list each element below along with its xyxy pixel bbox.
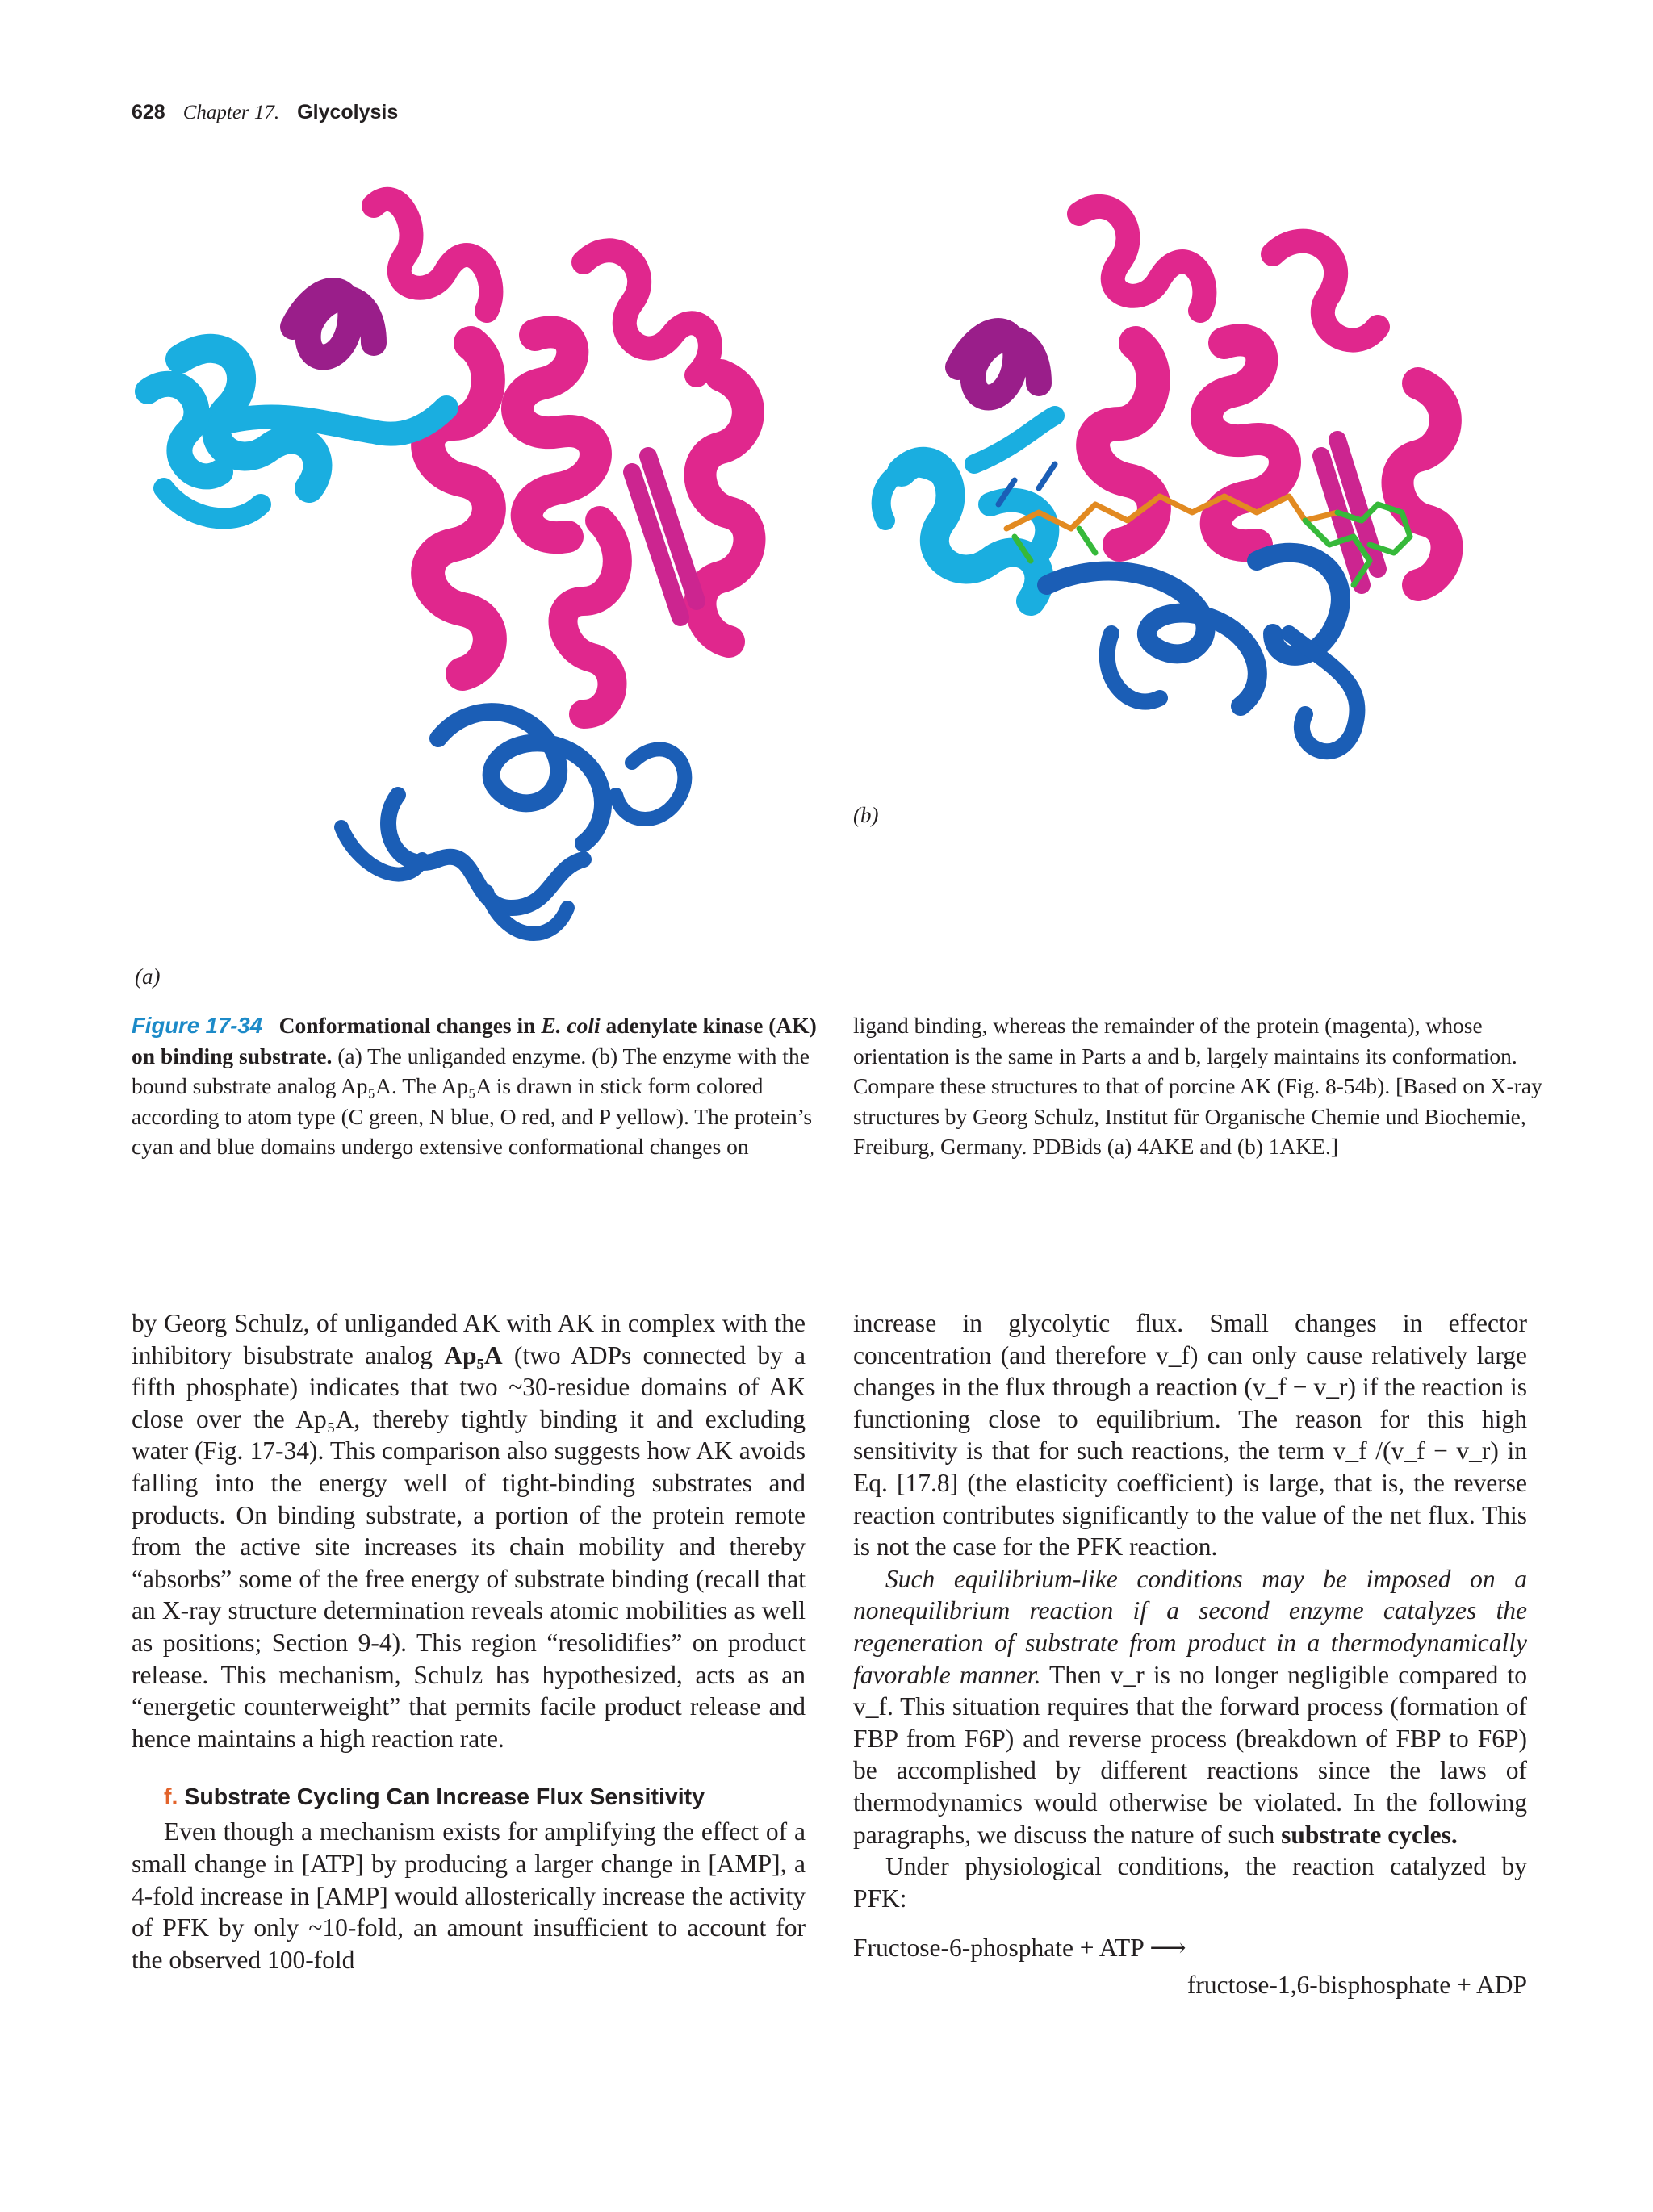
term-ap5a: Ap₅A (444, 1340, 503, 1369)
paragraph-text: Then v_r is no longer negligible compared to v_f. This situation requires that the forward process (formation of FBP from F6P) and reverse process (breakdown of FBP to F6P) be accomplished by different reactions since the laws of thermodynamics would otherwise be violated. In the following paragraphs, we discuss the nature of such (853, 1660, 1527, 1849)
figure-panel-b (853, 182, 1523, 851)
paragraph-pfk: Under physiological conditions, the reaction catalyzed by PFK: (853, 1852, 1527, 1913)
left-column (132, 1307, 806, 1976)
caption-left-text: (a) The unliganded enzyme. (b) The enzyme with the bound substrate analog Ap₅A. The Ap₅A is drawn in stick form colored according to atom type (C green, N blue, O red, and P yellow). The protein’s cyan and blue domains undergo extensive conformational changes on (132, 1043, 813, 1159)
paragraph-text: by Georg Schulz, of unliganded AK with AK in complex with the inhibitory bisubstrate analog (132, 1309, 806, 1369)
italic-statement: Such equilibrium-like conditions may be imposed on a nonequilibrium reaction if a second enzyme catalyzes the regeneration of substrate from product in a thermodynamically favorable manner. (853, 1564, 1527, 1689)
term-substrate-cycles: substrate cycles. (1281, 1820, 1458, 1849)
panel-a-label: (a) (135, 964, 161, 989)
paragraph-flux: increase in glycolytic flux. Small changes in effector concentration (and therefore v_f) can only cause relatively large changes in the flux through a reaction (v_f − v_r) if the reaction is functioning close to equilibrium. The reason for this high sensitivity is that for such reactions, the term v_f /(v_f − v_r) in Eq. [17.8] (the elasticity coefficient) is large, that is, the reverse reaction contributes significantly to the value of the net flux. This is not the case for the PFK reaction. (853, 1309, 1527, 1562)
equation-reactants: Fructose-6-phosphate + ATP ⟶ (853, 1934, 1186, 1963)
paragraph-substrate-cycling: Even though a mechanism exists for amplifying the effect of a small change in [ATP] by producing a larger change in [AMP], a 4-fold increase in [AMP] would allosterically increase the activity of PFK by only ~10-fold, an amount insufficient to account for the observed 100-fold (132, 1817, 806, 1974)
figure-title-part2: adenylate kinase (AK) on binding substrate. (132, 1013, 817, 1068)
figure-title-organism: E. coli (541, 1013, 601, 1038)
protein-ribbon-b (853, 182, 1523, 851)
chapter-title: Glycolysis (297, 101, 399, 123)
chapter-label: Chapter 17. (182, 102, 280, 123)
running-header (132, 101, 398, 124)
section-letter: f. (164, 1784, 178, 1811)
reaction-equation (853, 1932, 1527, 2001)
section-heading (164, 1782, 806, 1813)
caption-right-text: ligand binding, whereas the remainder of the protein (magenta), whose orientation is the same in Parts a and b, largely maintains its conformation. Compare these structures to that of porcine AK (Fig. 8-54b). [Based on X-ray structures by Georg Schulz, Institut für Organische Chemie und Biochemie, Freiburg, Germany. PDBids (a) 4AKE and (b) 1AKE.] (853, 1013, 1542, 1159)
figure-caption-left (132, 1010, 832, 1162)
figure-number: Figure 17-34 (132, 1013, 263, 1038)
right-column (853, 1307, 1527, 2001)
page-number: 628 (132, 101, 165, 123)
paragraph-equilibrium (853, 1563, 1527, 1850)
figure-caption-right (853, 1010, 1554, 1162)
panel-b-label: (b) (853, 803, 879, 827)
figure-panel-a (132, 182, 826, 989)
equation-products: fructose-1,6-bisphosphate + ADP (1186, 1970, 1527, 1999)
paragraph-ap5a (132, 1307, 806, 1754)
paragraph-text: (two ADPs connected by a fifth phosphate) indicates that two ~30-residue domains of AK close over the Ap₅A, thereby tightly binding it and excluding water (Fig. 17-34). This comparison also suggests how AK avoids falling into the energy well of tight-binding substrates and products. On binding substrate, a portion of the protein remote from the active site increases its chain mobility and thereby “absorbs” some of the free energy of substrate binding (recall that an X-ray structure determination reveals atomic mobilities as well as positions; Section 9-4). This region “resolidifies” on product release. This mechanism, Schulz has hypothesized, acts as an “energetic counterweight” that permits facile product release and hence maintains a high reaction rate. (132, 1340, 806, 1753)
section-title: Substrate Cycling Can Increase Flux Sensitivity (184, 1784, 705, 1811)
figure-title-part1: Conformational changes in (278, 1013, 542, 1038)
protein-ribbon-a (132, 182, 826, 989)
